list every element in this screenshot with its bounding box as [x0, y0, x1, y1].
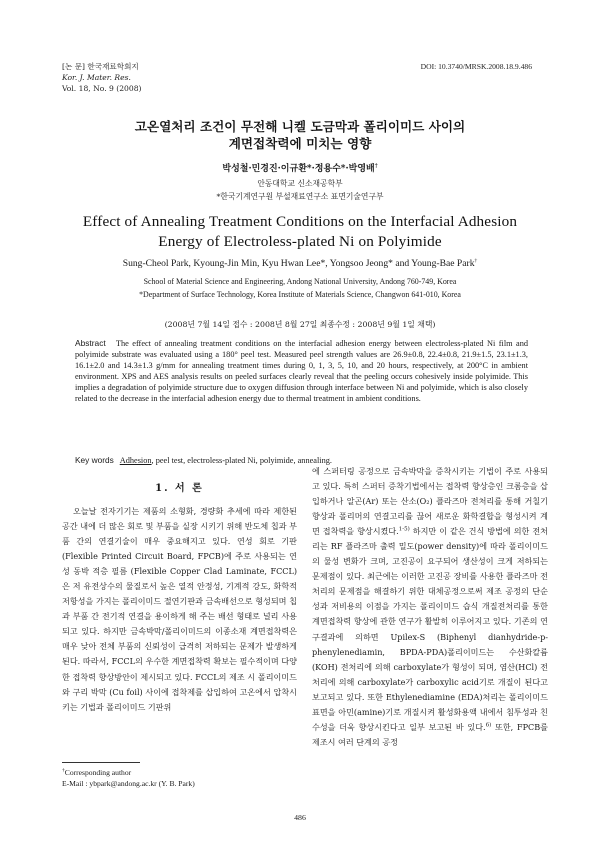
authors-en: [50, 258, 550, 269]
journal-name-kr: [논 문] 한국재료학회지: [62, 62, 139, 71]
affiliation-en-2: *Department of Surface Technology, Korea Institute of Materials Science, Changwon 641-010, Korea: [139, 290, 461, 299]
section-heading-introduction: 1. 서 론: [155, 483, 204, 494]
corresponding-mark-en: †: [474, 257, 478, 264]
right-text-part-3: 또한, FPCB를 제조시 여러 단계의 공정: [312, 721, 548, 747]
right-text-part-2: 하지만 이 같은 건식 방법에 의한 전처리는 RF 플라즈마 출력 밀도(power density)에 따라 폴리이미드의 물성 변화가 크며, 고진공이 요구되어 생산성이 크게 저하되는 문제점이 있다. 최근에는 이러한 고진공 장비를 사용한 플라즈마 전처리의 문제점을 해결하기 위한 대체공정으로써 제조 공정의 단순성과 저비용의 이점을 가지는 폴리이미드 습식 개질전처리를 통한 계면접착력 향상에 관한 연구가 활발히 이루어지고 있다. 기존의 연구결과에 의하면 Upilex-S (Biphenyl dianhydride-p-phenylenediamin, BPDA-PDA)폴리이미드는 수산화칼륨(KOH) 전처리에 의해 carboxylate가 형성이 되며, 염산(HCl) 전처리에 의해 carboxylate가 carboxylic acid기로 개질이 된다고 보고되고 있다. 또한 Ethylenediamine (EDA)처리는 폴리이미드 표면을 아민(amine)기로 개질시켜 활성화용액 내에서 침투성과 친수성을 더욱 향상시킨다고 일부 보고된 바 있다.: [312, 526, 548, 732]
authors-kr: [50, 161, 550, 174]
authors-en-text: Sung-Cheol Park, Kyoung-Jin Min, Kyu Hwan Lee*, Yongsoo Jeong* and Young-Bae Park: [122, 258, 475, 269]
affiliation-kr-1: 안동대학교 신소재공학부: [257, 179, 343, 188]
reference-1-5: 1-5): [398, 526, 410, 533]
footnote-mark: †: [62, 767, 65, 774]
title-en-line-2: Energy of Electroless-plated Ni on Polyimide: [158, 232, 442, 250]
journal-volume: Vol. 18, No. 9 (2008): [62, 83, 142, 93]
abstract-text: The effect of annealing treatment conditions on the interfacial adhesion energy between electroless-plated Ni film and polyimide substrate was evaluated using a 180° peel test. Measured peel strength values are 26.9±0.8, 22.4±0.8, 21.9±1.5, 23.1±1.3, 16.1±2.0 and 14.3±1.3 g/mm for annealing treatment times during 0, 1, 3, 5, 10, and 20 hours, respectively, at 200°C in ambient environment. XPS and AES analysis results on peeled surfaces clearly reveal that the peeling occurs cohesively inside polyimide. This implies a degradation of polyimide structure due to oxygen diffusion through interface between Ni and polyimide, which is also closely related to the decrease in the interfacial adhesion energy due to thermal treatment in ambient conditions.: [75, 339, 528, 403]
intro-paragraph-left: 오늘날 전자기기는 제품의 소형화, 경량화 추세에 따라 제한된 공간 내에 더 많은 회로 및 부품을 실장 시키기 위해 반도체 칩과 부품 간의 연결기술이 매우 중요해지고 있다. 연성 회로 기판 (Flexible Printed Circuit Board, FPCB)에 주로 사용되는 연성 동박 적층 필름 (Flexible Copper Clad Laminate, FCCL)은 저 유전상수의 물질로서 높은 열적 안정성, 기계적 강도, 화학적 저항성을 가지는 폴리이미드 절연기판과 금속배선으로 형성되며 칩과 부품 간 전기적 연결을 용이하게 해 주는 배선 형태로 널리 사용되고 있다. 하지만 금속박막/폴리이미드의 이종소재 계면접착력은 매우 낮아 전체 부품의 신뢰성이 급격히 저하되는 문제가 발생하게 된다. 따라서, FCCL의 우수한 계면접착력 확보는 필수적이며 다양한 접착력 향상방안이 제시되고 있다. FCCL의 제조 시 폴리이미드와 구리 박막 (Cu foil) 사이에 접착제를 삽입하여 고온에서 압착시키는 기법과 폴리이미드 기판위: [62, 506, 297, 712]
affiliation-en-1: School of Material Science and Engineering, Andong National University, Andong 760-749, Korea: [143, 277, 457, 286]
intro-paragraph-right: [312, 464, 548, 750]
footnote: [62, 762, 297, 790]
abstract: [75, 338, 528, 404]
reference-6: 6): [485, 722, 492, 729]
title-kr-line-2: 계면접착력에 미치는 영향: [228, 136, 372, 151]
abstract-label: Abstract: [75, 338, 106, 348]
page-number: 486: [294, 813, 306, 822]
keywords-list: , peel test, electroless-plated Ni, polyimide, annealing.: [151, 456, 332, 465]
journal-header: [62, 62, 142, 94]
keyword-adhesion: Adhesion: [119, 456, 152, 465]
title-en-line-1: Effect of Annealing Treatment Conditions on the Interfacial Adhesion: [82, 213, 518, 230]
corresponding-mark-kr: †: [374, 163, 378, 169]
affiliation-kr-2: *한국기계연구원 부설재료연구소 표면기술연구부: [216, 192, 384, 201]
footnote-divider: [62, 762, 140, 763]
journal-name-en: Kor. J. Mater. Res.: [62, 72, 131, 82]
title-kr: [50, 118, 550, 152]
left-column: [62, 476, 297, 715]
footnote-email: E-Mail : ybpark@andong.ac.kr (Y. B. Park): [62, 778, 195, 788]
right-text-part-1: 에 스퍼터링 공정으로 금속박막을 증착시키는 기법이 주로 사용되고 있다. 특히 스퍼터 증착기법에서는 접착력 향상층인 크롬층을 삽입하거나 알곤(Ar) 또는 산소(O₂) 플라즈마 전처리를 통해 거칠기 향상과 폴리머의 연결고리를 끊어 새로운 화학결합을 형성시켜 계면 접착력을 향상시켰다.: [312, 466, 548, 537]
footnote-label: Corresponding author: [64, 768, 132, 777]
title-kr-line-1: 고온열처리 조건이 무전해 니켈 도금막과 폴리이미드 사이의: [134, 119, 466, 134]
right-column: [312, 464, 548, 750]
received-dates: (2008년 7월 14일 접수 : 2008년 8월 27일 최종수정 : 2008년 9월 1일 채택): [164, 320, 436, 329]
title-en: [50, 212, 550, 251]
doi: DOI: 10.3740/MRSK.2008.18.9.486: [420, 62, 532, 71]
footnote-corresponding: [62, 768, 297, 779]
authors-kr-text: 박성철·민경진·이규환*·정용수*·박영배: [222, 164, 375, 174]
keywords-label: Key words: [75, 455, 114, 465]
